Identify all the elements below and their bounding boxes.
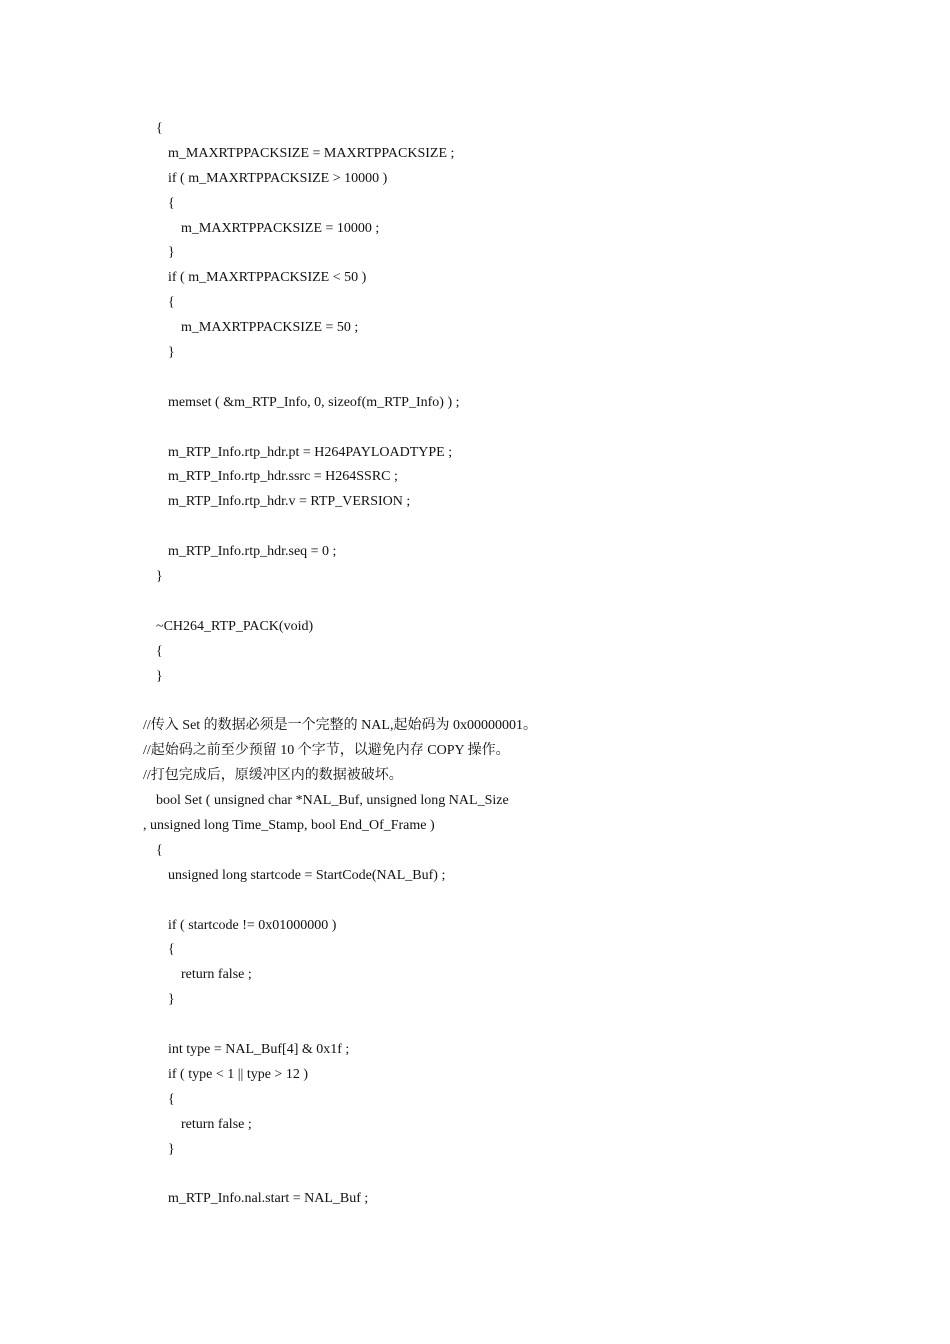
comment-line: //起始码之前至少预留 10 个字节，以避免内存 COPY 操作。 (143, 743, 510, 759)
code-line: int type = NAL_Buf[4] & 0x1f ; (168, 1041, 350, 1057)
code-line (0, 1162, 950, 1187)
code-line (0, 1013, 950, 1038)
code-line: ~CH264_RTP_PACK(void) (156, 618, 314, 634)
code-line: return false ; (181, 967, 252, 983)
code-line (0, 416, 950, 441)
code-line: } (156, 668, 163, 684)
code-line (0, 689, 950, 714)
code-line: if ( type < 1 || type > 12 ) (168, 1066, 308, 1082)
code-line (0, 366, 950, 391)
code-line: { (168, 1091, 175, 1107)
code-line (0, 590, 950, 615)
code-listing (0, 117, 950, 1212)
code-line: { (156, 121, 163, 136)
code-line: { (168, 942, 175, 958)
code-line: { (168, 295, 175, 311)
code-line (0, 889, 950, 914)
code-line: memset ( &m_RTP_Info, 0, sizeof(m_RTP_Info) ) ; (168, 394, 460, 410)
code-line: m_RTP_Info.rtp_hdr.v = RTP_VERSION ; (168, 494, 411, 510)
code-line (0, 515, 950, 540)
code-line: } (168, 345, 175, 361)
code-line: m_MAXRTPPACKSIZE = 50 ; (181, 320, 359, 336)
code-line: { (168, 195, 175, 211)
code-line: m_MAXRTPPACKSIZE = 10000 ; (181, 220, 380, 236)
code-line: } (168, 245, 175, 261)
code-line: m_RTP_Info.rtp_hdr.seq = 0 ; (168, 544, 337, 560)
code-line: m_MAXRTPPACKSIZE = MAXRTPPACKSIZE ; (168, 145, 455, 161)
code-line: if ( startcode != 0x01000000 ) (168, 917, 337, 933)
code-line: return false ; (181, 1116, 252, 1132)
code-line: m_RTP_Info.rtp_hdr.ssrc = H264SSRC ; (168, 469, 398, 485)
code-line: if ( m_MAXRTPPACKSIZE > 10000 ) (168, 170, 388, 186)
code-line: } (168, 992, 175, 1008)
code-line: if ( m_MAXRTPPACKSIZE < 50 ) (168, 270, 367, 286)
code-line: bool Set ( unsigned char *NAL_Buf, unsigned long NAL_Size (156, 793, 509, 809)
code-line: } (168, 1141, 175, 1157)
code-line: m_RTP_Info.rtp_hdr.pt = H264PAYLOADTYPE ; (168, 444, 453, 460)
code-line: , unsigned long Time_Stamp, bool End_Of_Frame ) (143, 817, 435, 833)
comment-line: //传入 Set 的数据必须是一个完整的 NAL,起始码为 0x00000001。 (143, 718, 537, 734)
code-line: { (156, 643, 163, 659)
code-line: m_RTP_Info.nal.start = NAL_Buf ; (168, 1191, 369, 1207)
comment-line: //打包完成后，原缓冲区内的数据被破坏。 (143, 768, 403, 784)
code-line: unsigned long startcode = StartCode(NAL_Buf) ; (168, 867, 446, 883)
code-line: { (156, 842, 163, 858)
code-line: } (156, 569, 163, 585)
